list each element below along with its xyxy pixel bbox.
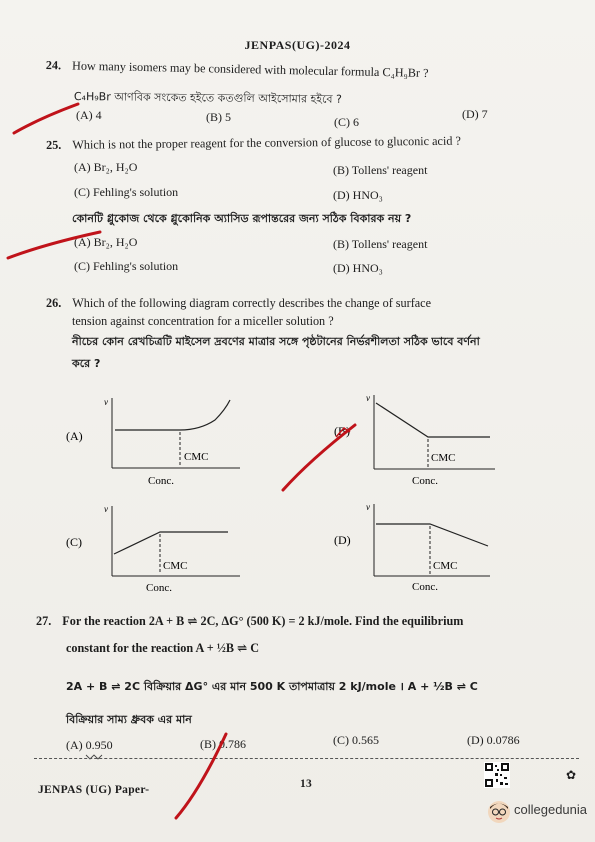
question-text: Which of the following diagram correctly describes the change of surface (72, 296, 431, 310)
pen-mark-q27 (176, 734, 226, 818)
option-c: (C) 6 (334, 115, 359, 129)
option-b: (B) 5 (206, 110, 231, 124)
graph-label: (D) (334, 533, 351, 547)
option-d: (D) 7 (462, 107, 488, 121)
y-axis-label: v (366, 502, 370, 512)
graph-label: (C) (66, 535, 82, 549)
option-c: (C) Fehling's solution (74, 185, 179, 199)
question-text: How many isomers may be considered with molecular formula C₄H₉Br ? (71, 58, 429, 81)
option-a-bengali: (A) Br₂, H₂O (74, 235, 138, 249)
question-text: For the reaction 2A + B ⇌ 2C, ΔG° (500 K) = 2 kJ/mole. Find the equilibrium (62, 614, 464, 628)
collegedunia-logo: collegedunia (514, 802, 588, 817)
page-title: JENPAS(UG)-2024 (244, 38, 351, 52)
option-a: (A) 4 (76, 108, 102, 122)
question-number: 25. (46, 137, 62, 152)
cmc-label: CMC (184, 451, 209, 463)
question-24-bengali: C₄H₉Br আণবিক সংকেত হইতে কতগুলি আইসোমার হইবে ? (73, 89, 342, 106)
question-number: 24. (45, 58, 62, 73)
option-d: (D) HNO₃ (333, 188, 383, 202)
x-axis-label: Conc. (412, 581, 438, 593)
pen-mark-q26 (283, 425, 355, 490)
option-c-bengali: (C) Fehling's solution (74, 259, 179, 273)
question-26-bengali-2: করে ? (72, 357, 101, 370)
graph-label: (A) (66, 429, 83, 443)
option-a: (A) Br₂, H₂O (74, 160, 138, 174)
option-b-bengali: (B) Tollens' reagent (333, 237, 428, 251)
option-a: (A) 0.950 (66, 738, 113, 752)
question-27-bengali-2: বিক্রিয়ার সাম্য ধ্রুবক এর মান (66, 713, 192, 726)
question-number: 27. (36, 614, 52, 628)
question-number: 26. (46, 296, 62, 310)
y-axis-label: v (104, 504, 108, 514)
question-27-line2: constant for the reaction A + ½B ⇌ C (66, 641, 260, 655)
option-c: (C) 0.565 (333, 733, 379, 747)
graph-label: (B) (334, 424, 350, 438)
option-b: (B) Tollens' reagent (333, 163, 428, 177)
option-d: (D) 0.0786 (467, 733, 520, 747)
x-axis-label: Conc. (148, 475, 174, 487)
x-axis-label: Conc. (146, 582, 172, 594)
x-axis-label: Conc. (412, 475, 438, 487)
question-text: Which is not the proper reagent for the conversion of glucose to gluconic acid ? (72, 133, 461, 152)
cmc-label: CMC (163, 560, 188, 572)
pen-mark-q25 (8, 232, 100, 258)
pen-mark-q24 (14, 104, 78, 133)
option-d-bengali: (D) HNO₃ (333, 261, 383, 275)
cmc-label: CMC (431, 452, 456, 464)
question-26-line2: tension against concentration for a miceller solution ? (72, 314, 334, 328)
question-27-bengali-1: 2A + B ⇌ 2C বিক্রিয়ার ΔG° এর মান 500 K তাপমাত্রায় 2 kJ/mole । A + ½B ⇌ C (66, 680, 478, 693)
asterisk-icon: ✿ (566, 768, 577, 782)
cmc-label: CMC (433, 560, 458, 572)
footer-paper-label: JENPAS (UG) Paper- (38, 784, 150, 796)
page-number: 13 (300, 778, 313, 790)
question-25-bengali: কোনটি গ্লুকোজ থেকে গ্লুকোনিক অ্যাসিড রূপান্তরের জন্য সঠিক বিকারক নয় ? (72, 212, 412, 225)
y-axis-label: v (366, 393, 370, 403)
y-axis-label: v (104, 397, 108, 407)
question-26-bengali-1: নীচের কোন রেখচিত্রটি মাইসেল দ্রবণের মাত্রার সঙ্গে পৃষ্ঠটানের নির্ভরশীলতা সঠিক ভাবে বর্ণনা (72, 335, 480, 348)
option-b: (B) 0.786 (200, 737, 246, 751)
